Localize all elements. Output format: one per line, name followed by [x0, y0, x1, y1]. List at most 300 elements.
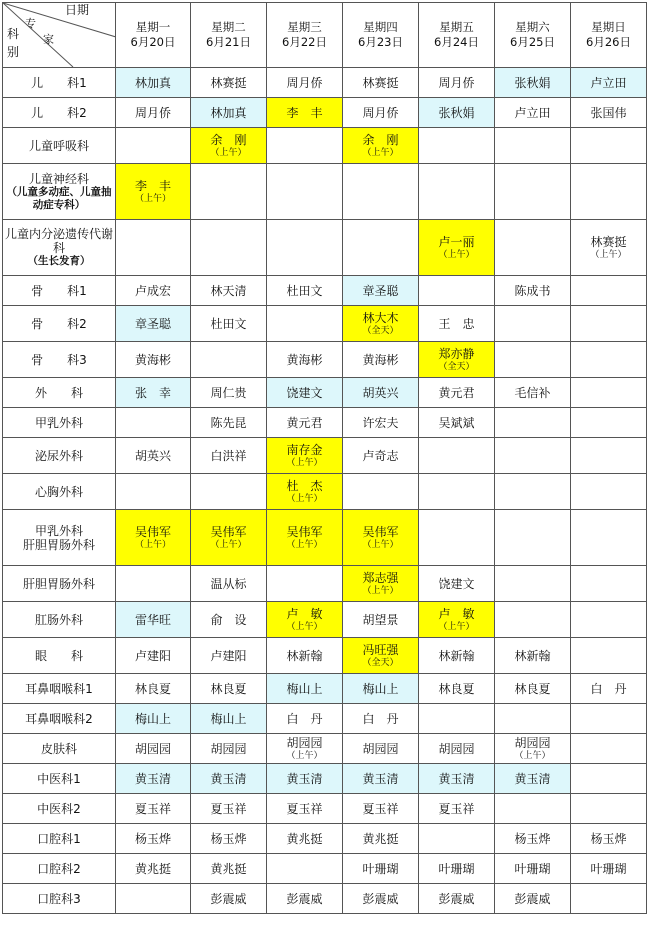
session-note: （上午）: [286, 621, 323, 632]
schedule-cell: [571, 602, 647, 638]
doctor-name: 黄玉清: [134, 771, 171, 786]
schedule-cell: [495, 734, 571, 764]
doctor-name: 叶珊瑚: [590, 861, 627, 876]
doctor-name: 冯旺强: [362, 642, 399, 657]
schedule-cell: [267, 794, 343, 824]
doctor-name: 李 丰: [286, 105, 323, 120]
department-cell: [3, 566, 116, 602]
department-name: 耳鼻咽喉科2: [25, 711, 93, 726]
schedule-cell: [191, 674, 267, 704]
schedule-cell: [419, 68, 495, 98]
department-cell: [3, 408, 116, 438]
schedule-cell: [116, 164, 191, 220]
schedule-cell: [191, 602, 267, 638]
department-subtitle: （生长发育）: [27, 255, 91, 267]
department-cell: [3, 378, 116, 408]
day-header: 星期三 6月22日: [267, 3, 343, 68]
schedule-cell: [267, 98, 343, 128]
doctor-name: 胡园园: [286, 735, 323, 750]
table-row: [3, 638, 647, 674]
table-row: [3, 68, 647, 98]
table-row: [3, 854, 647, 884]
schedule-cell: [495, 342, 571, 378]
schedule-cell: [419, 638, 495, 674]
doctor-name: 林加真: [134, 75, 171, 90]
schedule-cell: [191, 128, 267, 164]
schedule-cell: [571, 884, 647, 914]
doctor-name: 夏玉祥: [210, 801, 247, 816]
doctor-name: 吴伟军: [210, 524, 247, 539]
department-cell: [3, 438, 116, 474]
schedule-cell: [116, 704, 191, 734]
schedule-cell: [343, 306, 419, 342]
department-name: 口腔科2: [37, 861, 81, 876]
doctor-name: 黄玉清: [438, 771, 475, 786]
schedule-cell: [116, 824, 191, 854]
doctor-name: 胡英兴: [362, 385, 399, 400]
session-note: （上午）: [438, 621, 475, 632]
doctor-name: 南存金: [286, 442, 323, 457]
schedule-cell: [419, 764, 495, 794]
schedule-cell: [495, 474, 571, 510]
doctor-name: 胡英兴: [134, 448, 171, 463]
doctor-name: 黄玉清: [286, 771, 323, 786]
schedule-cell: [495, 128, 571, 164]
schedule-cell: [116, 510, 191, 566]
doctor-name: 梅山上: [210, 711, 247, 726]
schedule-cell: [116, 734, 191, 764]
doctor-name: 林赛挺: [362, 75, 399, 90]
schedule-cell: [571, 408, 647, 438]
doctor-name: 张 幸: [134, 385, 171, 400]
department-cell: [3, 602, 116, 638]
schedule-cell: [191, 824, 267, 854]
schedule-cell: [343, 220, 419, 276]
day-header: 星期二 6月21日: [191, 3, 267, 68]
schedule-cell: [267, 764, 343, 794]
doctor-name: 胡望景: [362, 612, 399, 627]
session-note: （上午）: [210, 539, 247, 550]
doctor-name: 林良夏: [134, 681, 171, 696]
doctor-name: 卢 敏: [286, 606, 323, 621]
doctor-name: 杨玉烨: [134, 831, 171, 846]
schedule-cell: [116, 794, 191, 824]
schedule-cell: [116, 378, 191, 408]
department-name: 口腔科3: [37, 891, 81, 906]
schedule-cell: [419, 854, 495, 884]
session-note: （上午）: [210, 147, 247, 158]
schedule-cell: [191, 704, 267, 734]
schedule-cell: [191, 884, 267, 914]
schedule-cell: [571, 306, 647, 342]
schedule-cell: [495, 674, 571, 704]
department-name: 儿童神经科: [28, 171, 89, 186]
schedule-cell: [267, 854, 343, 884]
doctor-name: 胡园园: [362, 741, 399, 756]
schedule-cell: [495, 566, 571, 602]
schedule-cell: [191, 854, 267, 884]
schedule-cell: [343, 474, 419, 510]
day-header: 星期六 6月25日: [495, 3, 571, 68]
department-cell: [3, 276, 116, 306]
doctor-name: 梅山上: [134, 711, 171, 726]
schedule-cell: [495, 378, 571, 408]
schedule-cell: [419, 438, 495, 474]
doctor-name: 卢建阳: [210, 648, 247, 663]
doctor-name: 李 丰: [134, 178, 171, 193]
table-row: [3, 306, 647, 342]
department-name-line2: 肝胆胃肠外科: [22, 537, 95, 552]
schedule-cell: [116, 408, 191, 438]
schedule-cell: [343, 164, 419, 220]
schedule-cell: [267, 378, 343, 408]
corner-date-label: 日期: [65, 3, 90, 17]
schedule-cell: [419, 220, 495, 276]
schedule-cell: [267, 638, 343, 674]
schedule-cell: [191, 510, 267, 566]
doctor-name: 彭震威: [362, 891, 399, 906]
doctor-name: 黄元君: [438, 385, 475, 400]
schedule-cell: [571, 276, 647, 306]
department-name: 儿童内分泌遗传代谢科: [4, 227, 113, 255]
schedule-cell: [571, 438, 647, 474]
schedule-cell: [191, 474, 267, 510]
doctor-name: 叶珊瑚: [514, 861, 551, 876]
doctor-name: 白 丹: [286, 711, 323, 726]
schedule-cell: [495, 438, 571, 474]
department-name: 儿 科1: [31, 75, 87, 90]
schedule-cell: [419, 408, 495, 438]
schedule-cell: [571, 824, 647, 854]
schedule-cell: [495, 602, 571, 638]
schedule-cell: [191, 68, 267, 98]
doctor-name: 夏玉祥: [134, 801, 171, 816]
corner-bie-label: 别: [7, 45, 20, 59]
doctor-name: 梅山上: [286, 681, 323, 696]
schedule-cell: [419, 342, 495, 378]
schedule-cell: [267, 510, 343, 566]
doctor-name: 黄兆挺: [210, 861, 247, 876]
department-name: 外 科: [34, 385, 83, 400]
schedule-cell: [191, 408, 267, 438]
doctor-name: 胡园园: [438, 741, 475, 756]
department-cell: [3, 638, 116, 674]
doctor-name: 卢建阳: [134, 648, 171, 663]
schedule-cell: [191, 220, 267, 276]
doctor-name: 吴伟军: [134, 524, 171, 539]
department-name: 甲乳外科: [34, 523, 83, 538]
schedule-cell: [267, 342, 343, 378]
schedule-cell: [571, 510, 647, 566]
schedule-cell: [116, 638, 191, 674]
department-name: 耳鼻咽喉科1: [25, 681, 93, 696]
table-row: [3, 438, 647, 474]
table-row: [3, 342, 647, 378]
doctor-name: 白 丹: [590, 681, 627, 696]
doctor-name: 黄海彬: [362, 352, 399, 367]
schedule-cell: [571, 764, 647, 794]
doctor-name: 陈成书: [514, 283, 551, 298]
doctor-name: 杨玉烨: [210, 831, 247, 846]
department-name: 口腔科1: [37, 831, 81, 846]
table-row: [3, 824, 647, 854]
day-header: 星期五 6月24日: [419, 3, 495, 68]
schedule-cell: [495, 704, 571, 734]
doctor-name: 林大木: [362, 310, 399, 325]
doctor-name: 夏玉祥: [362, 801, 399, 816]
doctor-name: 余 刚: [210, 132, 247, 147]
schedule-cell: [191, 438, 267, 474]
schedule-cell: [571, 734, 647, 764]
table-row: [3, 764, 647, 794]
schedule-cell: [116, 602, 191, 638]
schedule-cell: [116, 566, 191, 602]
doctor-name: 林良夏: [514, 681, 551, 696]
doctor-name: 黄元君: [286, 415, 323, 430]
doctor-name: 林天清: [210, 283, 247, 298]
schedule-cell: [191, 98, 267, 128]
department-name: 泌尿外科: [34, 448, 83, 463]
day-header: 星期四 6月23日: [343, 3, 419, 68]
doctor-name: 雷华旺: [134, 612, 171, 627]
schedule-body: [3, 68, 647, 914]
schedule-cell: [116, 674, 191, 704]
schedule-cell: [267, 68, 343, 98]
schedule-cell: [571, 674, 647, 704]
schedule-cell: [343, 674, 419, 704]
session-note: （上午）: [286, 493, 323, 504]
day-header: 星期一 6月20日: [116, 3, 191, 68]
schedule-cell: [343, 704, 419, 734]
schedule-cell: [267, 164, 343, 220]
doctor-name: 张秋娟: [438, 105, 475, 120]
schedule-cell: [267, 602, 343, 638]
schedule-cell: [267, 884, 343, 914]
table-row: [3, 408, 647, 438]
table-row: [3, 794, 647, 824]
doctor-name: 吴伟军: [362, 524, 399, 539]
schedule-cell: [343, 378, 419, 408]
table-row: [3, 674, 647, 704]
schedule-cell: [267, 674, 343, 704]
doctor-name: 黄海彬: [286, 352, 323, 367]
department-cell: [3, 68, 116, 98]
schedule-cell: [495, 408, 571, 438]
schedule-cell: [495, 68, 571, 98]
schedule-cell: [419, 734, 495, 764]
doctor-name: 梅山上: [362, 681, 399, 696]
doctor-name: 毛信补: [514, 385, 551, 400]
table-row: [3, 884, 647, 914]
doctor-name: 卢一丽: [438, 234, 475, 249]
schedule-cell: [343, 438, 419, 474]
schedule-cell: [419, 276, 495, 306]
schedule-cell: [571, 164, 647, 220]
session-note: （上午）: [286, 539, 323, 550]
department-cell: [3, 674, 116, 704]
doctor-name: 饶建文: [286, 385, 323, 400]
expert-schedule-table: [2, 2, 647, 914]
schedule-cell: [191, 164, 267, 220]
doctor-name: 周月侨: [286, 75, 323, 90]
session-note: （全天）: [362, 325, 399, 336]
department-name: 儿童呼吸科: [28, 138, 89, 153]
schedule-cell: [267, 276, 343, 306]
schedule-cell: [495, 764, 571, 794]
schedule-cell: [495, 510, 571, 566]
table-row: [3, 164, 647, 220]
department-cell: [3, 734, 116, 764]
doctor-name: 黄玉清: [210, 771, 247, 786]
table-row: [3, 378, 647, 408]
doctor-name: 杜 杰: [286, 478, 323, 493]
doctor-name: 林新翰: [286, 648, 323, 663]
doctor-name: 卢立田: [514, 105, 551, 120]
table-row: [3, 602, 647, 638]
doctor-name: 张国伟: [590, 105, 627, 120]
doctor-name: 林新翰: [514, 648, 551, 663]
department-name: 骨 科2: [31, 316, 87, 331]
doctor-name: 林良夏: [438, 681, 475, 696]
schedule-cell: [116, 220, 191, 276]
doctor-name: 卢奇志: [362, 448, 399, 463]
table-row: [3, 510, 647, 566]
department-name: 皮肤科: [40, 741, 77, 756]
doctor-name: 王 忠: [438, 316, 475, 331]
department-cell: [3, 704, 116, 734]
doctor-name: 杨玉烨: [590, 831, 627, 846]
schedule-cell: [116, 276, 191, 306]
doctor-name: 叶珊瑚: [438, 861, 475, 876]
department-cell: [3, 342, 116, 378]
corner-ke-label: 科: [7, 27, 20, 41]
schedule-cell: [571, 474, 647, 510]
session-note: （上午）: [134, 193, 171, 204]
doctor-name: 黄玉清: [362, 771, 399, 786]
doctor-name: 卢成宏: [134, 283, 171, 298]
schedule-cell: [419, 794, 495, 824]
schedule-cell: [419, 98, 495, 128]
session-note: （全天）: [438, 361, 475, 372]
schedule-cell: [191, 306, 267, 342]
schedule-cell: [343, 408, 419, 438]
schedule-cell: [116, 128, 191, 164]
table-row: [3, 474, 647, 510]
schedule-cell: [343, 884, 419, 914]
schedule-cell: [191, 734, 267, 764]
session-note: （上午）: [362, 539, 399, 550]
schedule-cell: [495, 794, 571, 824]
table-row: [3, 128, 647, 164]
doctor-name: 章圣聪: [134, 316, 171, 331]
doctor-name: 黄兆挺: [134, 861, 171, 876]
table-row: [3, 220, 647, 276]
department-name: 甲乳外科: [34, 415, 83, 430]
table-row: [3, 276, 647, 306]
department-name: 肛肠外科: [34, 612, 83, 627]
session-note: （上午）: [286, 750, 323, 761]
schedule-cell: [343, 638, 419, 674]
department-cell: [3, 98, 116, 128]
doctor-name: 吴伟军: [286, 524, 323, 539]
schedule-cell: [495, 824, 571, 854]
doctor-name: 叶珊瑚: [362, 861, 399, 876]
doctor-name: 彭震威: [286, 891, 323, 906]
doctor-name: 夏玉祥: [286, 801, 323, 816]
doctor-name: 胡园园: [210, 741, 247, 756]
schedule-cell: [191, 276, 267, 306]
schedule-cell: [116, 854, 191, 884]
department-cell: [3, 854, 116, 884]
doctor-name: 林加真: [210, 105, 247, 120]
schedule-cell: [495, 306, 571, 342]
schedule-cell: [343, 602, 419, 638]
doctor-name: 胡园园: [514, 735, 551, 750]
schedule-cell: [116, 438, 191, 474]
doctor-name: 夏玉祥: [438, 801, 475, 816]
department-cell: [3, 884, 116, 914]
schedule-cell: [571, 128, 647, 164]
doctor-name: 林新翰: [438, 648, 475, 663]
department-name: 中医科1: [37, 771, 81, 786]
schedule-cell: [343, 854, 419, 884]
corner-expert-label-1: 专: [25, 17, 36, 30]
schedule-cell: [267, 438, 343, 474]
schedule-cell: [116, 342, 191, 378]
doctor-name: 周仁贵: [210, 385, 247, 400]
doctor-name: 白 丹: [362, 711, 399, 726]
schedule-cell: [191, 342, 267, 378]
schedule-cell: [267, 734, 343, 764]
day-header: 星期日 6月26日: [571, 3, 647, 68]
doctor-name: 彭震威: [210, 891, 247, 906]
doctor-name: 周月侨: [438, 75, 475, 90]
doctor-name: 章圣聪: [362, 283, 399, 298]
doctor-name: 温从标: [210, 576, 247, 591]
table-row: [3, 98, 647, 128]
department-cell: [3, 306, 116, 342]
department-cell: [3, 794, 116, 824]
schedule-cell: [116, 68, 191, 98]
department-subtitle: （儿童多动症、儿童抽动症专科）: [6, 185, 112, 211]
schedule-cell: [419, 674, 495, 704]
schedule-cell: [495, 98, 571, 128]
schedule-cell: [343, 98, 419, 128]
schedule-cell: [267, 408, 343, 438]
corner-cell: [3, 3, 116, 68]
schedule-cell: [267, 128, 343, 164]
doctor-name: 陈先昆: [210, 415, 247, 430]
schedule-cell: [267, 704, 343, 734]
doctor-name: 卢立田: [590, 75, 627, 90]
schedule-cell: [419, 128, 495, 164]
doctor-name: 张秋娟: [514, 75, 551, 90]
doctor-name: 吴斌斌: [438, 415, 475, 430]
doctor-name: 许宏夫: [362, 415, 399, 430]
doctor-name: 胡园园: [134, 741, 171, 756]
table-row: [3, 734, 647, 764]
schedule-cell: [419, 510, 495, 566]
schedule-cell: [571, 68, 647, 98]
department-name: 中医科2: [37, 801, 81, 816]
department-cell: [3, 474, 116, 510]
doctor-name: 彭震威: [514, 891, 551, 906]
doctor-name: 杜田文: [286, 283, 323, 298]
department-name: 肝胆胃肠外科: [22, 576, 95, 591]
schedule-cell: [267, 566, 343, 602]
session-note: （上午）: [438, 249, 475, 260]
doctor-name: 林良夏: [210, 681, 247, 696]
